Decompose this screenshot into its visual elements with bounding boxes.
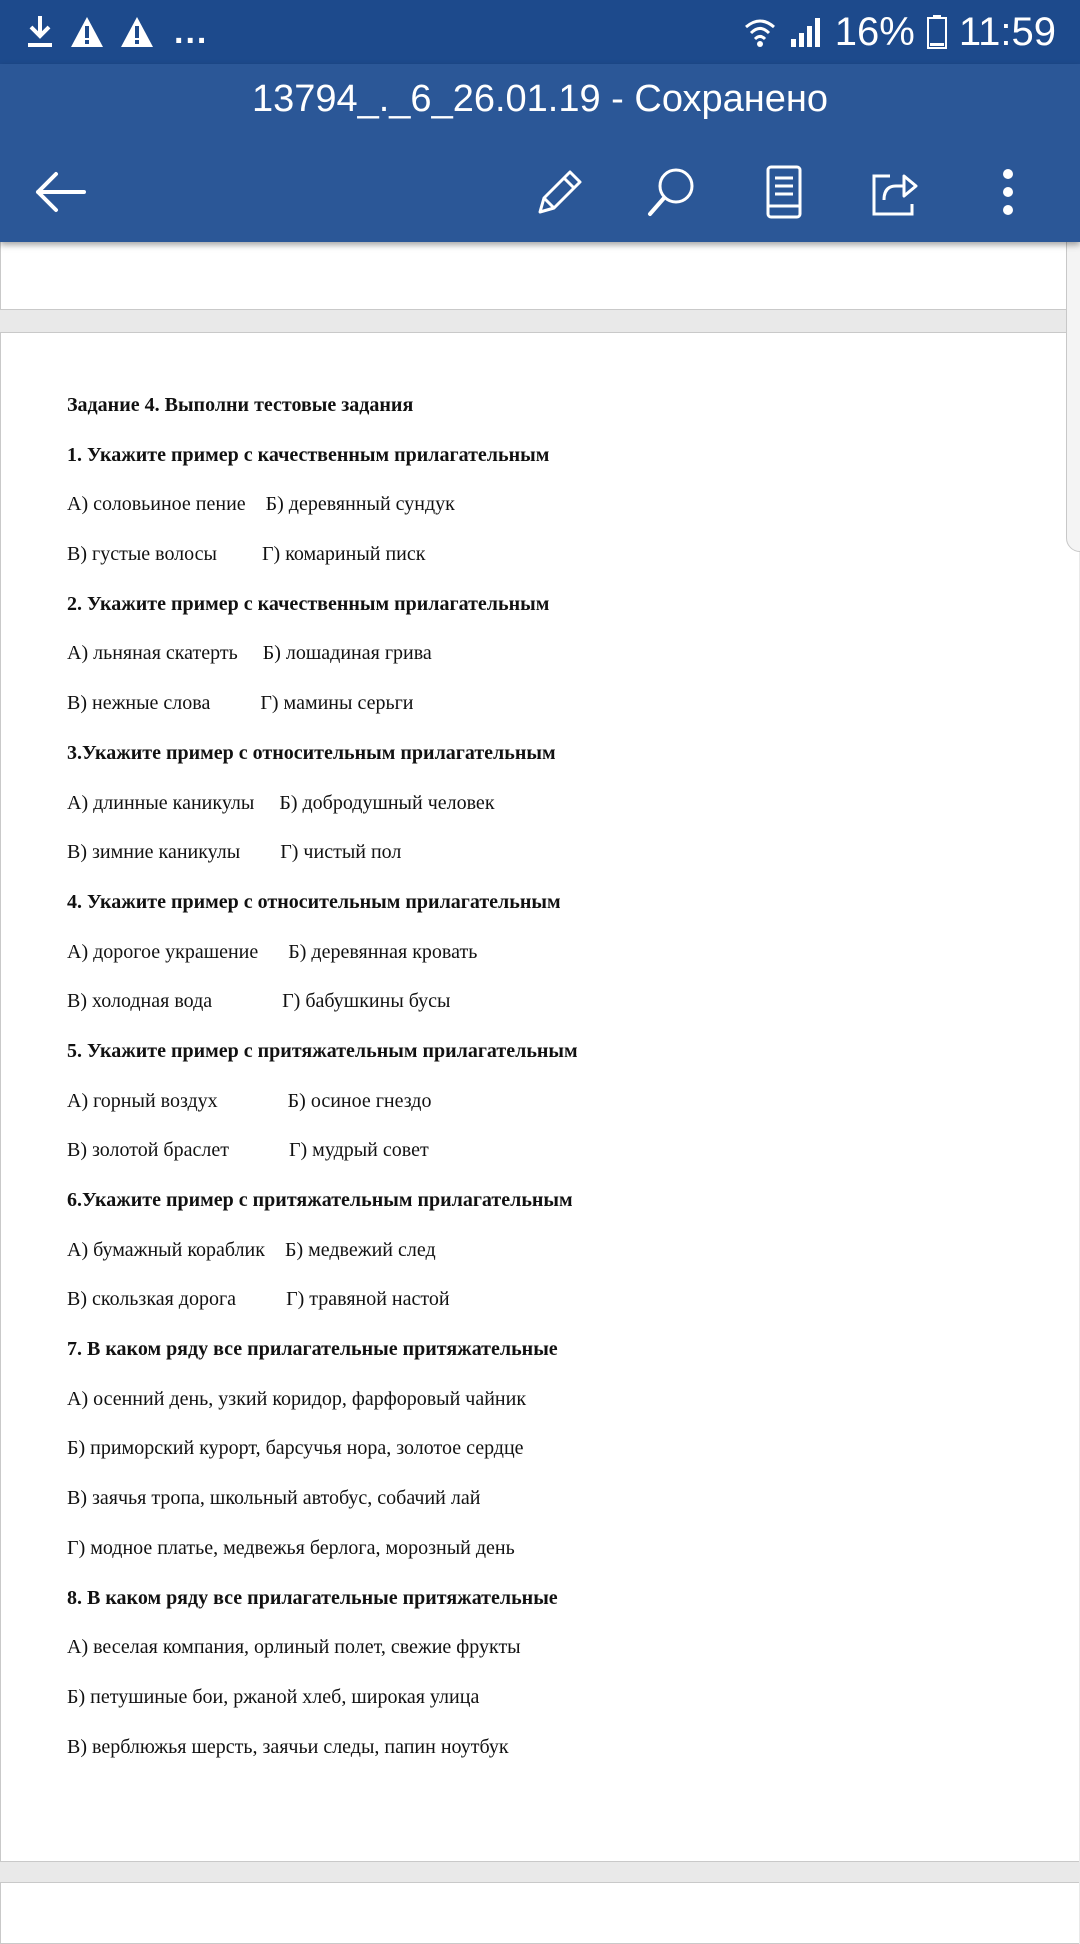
answer-line: В) заячья тропа, школьный автобус, собачий лай: [67, 1487, 481, 1510]
answer-line: Г) модное платье, медвежья берлога, морозный день: [67, 1536, 515, 1559]
mobile-view-icon[interactable]: [744, 152, 824, 232]
answer-line: А) горный воздух Б) осиное гнездо: [67, 1089, 432, 1112]
battery-icon: [927, 15, 947, 49]
question-line: 7. В каком ряду все прилагательные притяжательные: [67, 1338, 558, 1361]
app-bar: [0, 64, 1080, 242]
answer-line: А) льняная скатерть Б) лошадиная грива: [67, 642, 432, 665]
answer-line: В) зимние каникулы Г) чистый пол: [67, 841, 402, 864]
battery-percent: 16%: [834, 9, 915, 54]
answer-line: Б) приморский курорт, барсучья нора, золотое сердце: [67, 1437, 524, 1460]
next-page: [0, 1882, 1079, 1944]
question-line: 5. Укажите пример с притяжательным прилагательным: [67, 1039, 578, 1062]
more-notifications-icon: ...: [174, 13, 209, 51]
edit-pencil-icon[interactable]: [520, 152, 600, 232]
document-body: [67, 391, 1059, 1782]
back-arrow-icon[interactable]: [20, 152, 100, 232]
answer-line: А) осенний день, узкий коридор, фарфоровый чайник: [67, 1387, 527, 1410]
answer-line: А) дорогое украшение Б) деревянная кровать: [67, 940, 478, 963]
answer-line: В) верблюжья шерсть, заячьи следы, папин ноутбук: [67, 1735, 509, 1758]
wifi-icon: [743, 15, 777, 49]
document-page: [0, 332, 1079, 1862]
notification-icons: [26, 10, 208, 54]
answer-line: А) соловьиное пение Б) деревянный сундук: [67, 493, 455, 516]
question-line: 6.Укажите пример с притяжательным прилагательным: [67, 1189, 573, 1211]
answer-line: В) нежные слова Г) мамины серьги: [67, 692, 414, 715]
signal-icon: [789, 15, 823, 49]
warning-icon: [70, 16, 104, 48]
document-title[interactable]: 13794_._6_26.01.19 - Сохранено: [251, 78, 829, 120]
system-status: [743, 8, 1056, 56]
answer-line: А) длинные каникулы Б) добродушный человек: [67, 791, 495, 814]
answer-line: В) холодная вода Г) бабушкины бусы: [67, 990, 451, 1013]
warning-icon: [120, 16, 154, 48]
status-bar: [0, 0, 1080, 64]
answer-line: А) веселая компания, орлиный полет, свежие фрукты: [67, 1636, 521, 1659]
scrollbar-handle[interactable]: [1066, 190, 1080, 552]
answer-line: В) золотой браслет Г) мудрый совет: [67, 1139, 429, 1162]
answer-line: В) скользкая дорога Г) травяной настой: [67, 1288, 450, 1311]
task-heading: Задание 4. Выполни тестовые задания: [67, 394, 414, 416]
answer-line: В) густые волосы Г) комариный писк: [67, 543, 426, 566]
answer-line: Б) петушиные бои, ржаной хлеб, широкая улица: [67, 1685, 480, 1708]
question-line: 4. Укажите пример с относительным прилагательным: [67, 890, 561, 913]
more-vert-icon[interactable]: [968, 152, 1048, 232]
question-line: 8. В каком ряду все прилагательные притяжательные: [67, 1586, 558, 1609]
download-icon: [26, 14, 54, 50]
share-icon[interactable]: [856, 152, 936, 232]
answer-line: А) бумажный кораблик Б) медвежий след: [67, 1238, 436, 1261]
question-line: 1. Укажите пример с качественным прилагательным: [67, 443, 550, 466]
clock: 11:59: [958, 9, 1056, 54]
question-line: 3.Укажите пример с относительным прилагательным: [67, 741, 556, 764]
search-icon[interactable]: [632, 152, 712, 232]
question-line: 2. Укажите пример с качественным прилагательным: [67, 592, 550, 615]
